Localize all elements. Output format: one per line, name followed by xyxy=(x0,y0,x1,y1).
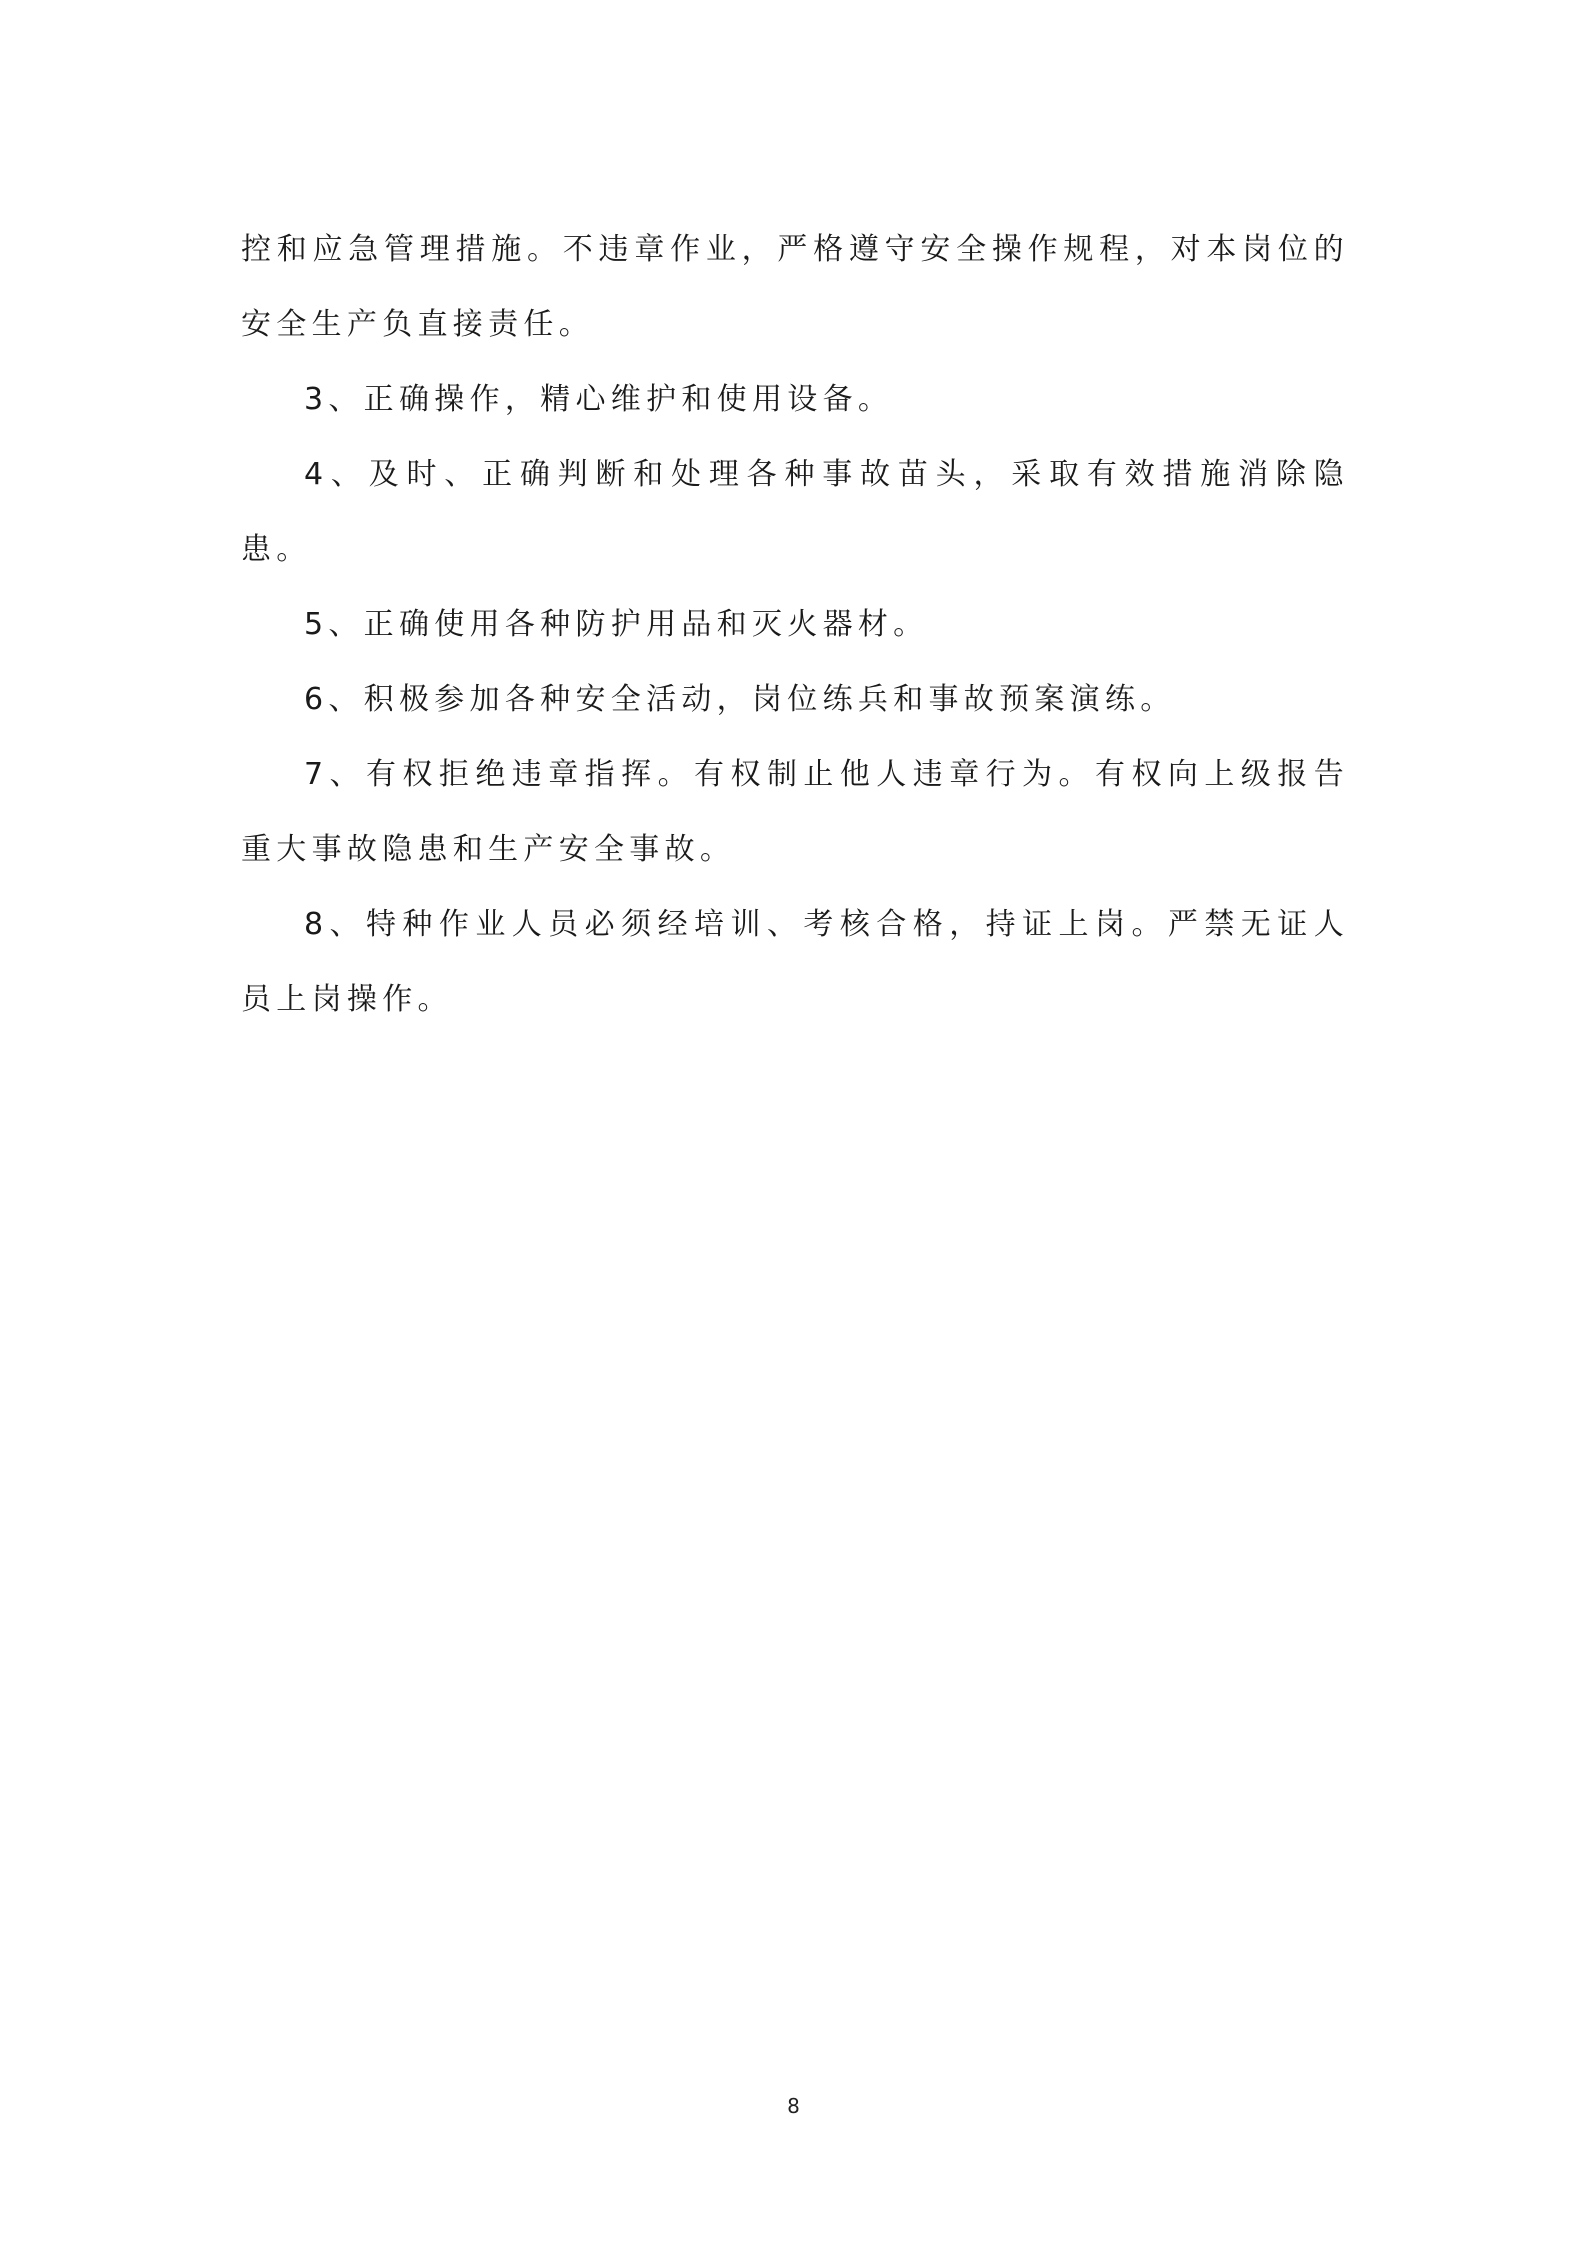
paragraph-item-5: 5、正确使用各种防护用品和灭火器材。 xyxy=(304,607,929,642)
paragraph-item-8: 8、特种作业人员必须经培训、考核合格，持证上岗。严禁无证人员上岗操作。 xyxy=(241,907,1349,1017)
page-number: 8 xyxy=(787,2094,800,2118)
paragraph-continuation: 控和应急管理措施。不违章作业，严格遵守安全操作规程，对本岗位的安全生产负直接责任。 xyxy=(241,232,1349,342)
paragraph-item-3: 3、正确操作，精心维护和使用设备。 xyxy=(304,382,894,417)
document-body xyxy=(241,212,1349,1037)
paragraph-item-7: 7、有权拒绝违章指挥。有权制止他人违章行为。有权向上级报告重大事故隐患和生产安全事故。 xyxy=(241,757,1349,867)
paragraph-item-4: 4、及时、正确判断和处理各种事故苗头，采取有效措施消除隐患。 xyxy=(241,457,1349,567)
paragraph-item-6: 6、积极参加各种安全活动，岗位练兵和事故预案演练。 xyxy=(304,682,1176,717)
